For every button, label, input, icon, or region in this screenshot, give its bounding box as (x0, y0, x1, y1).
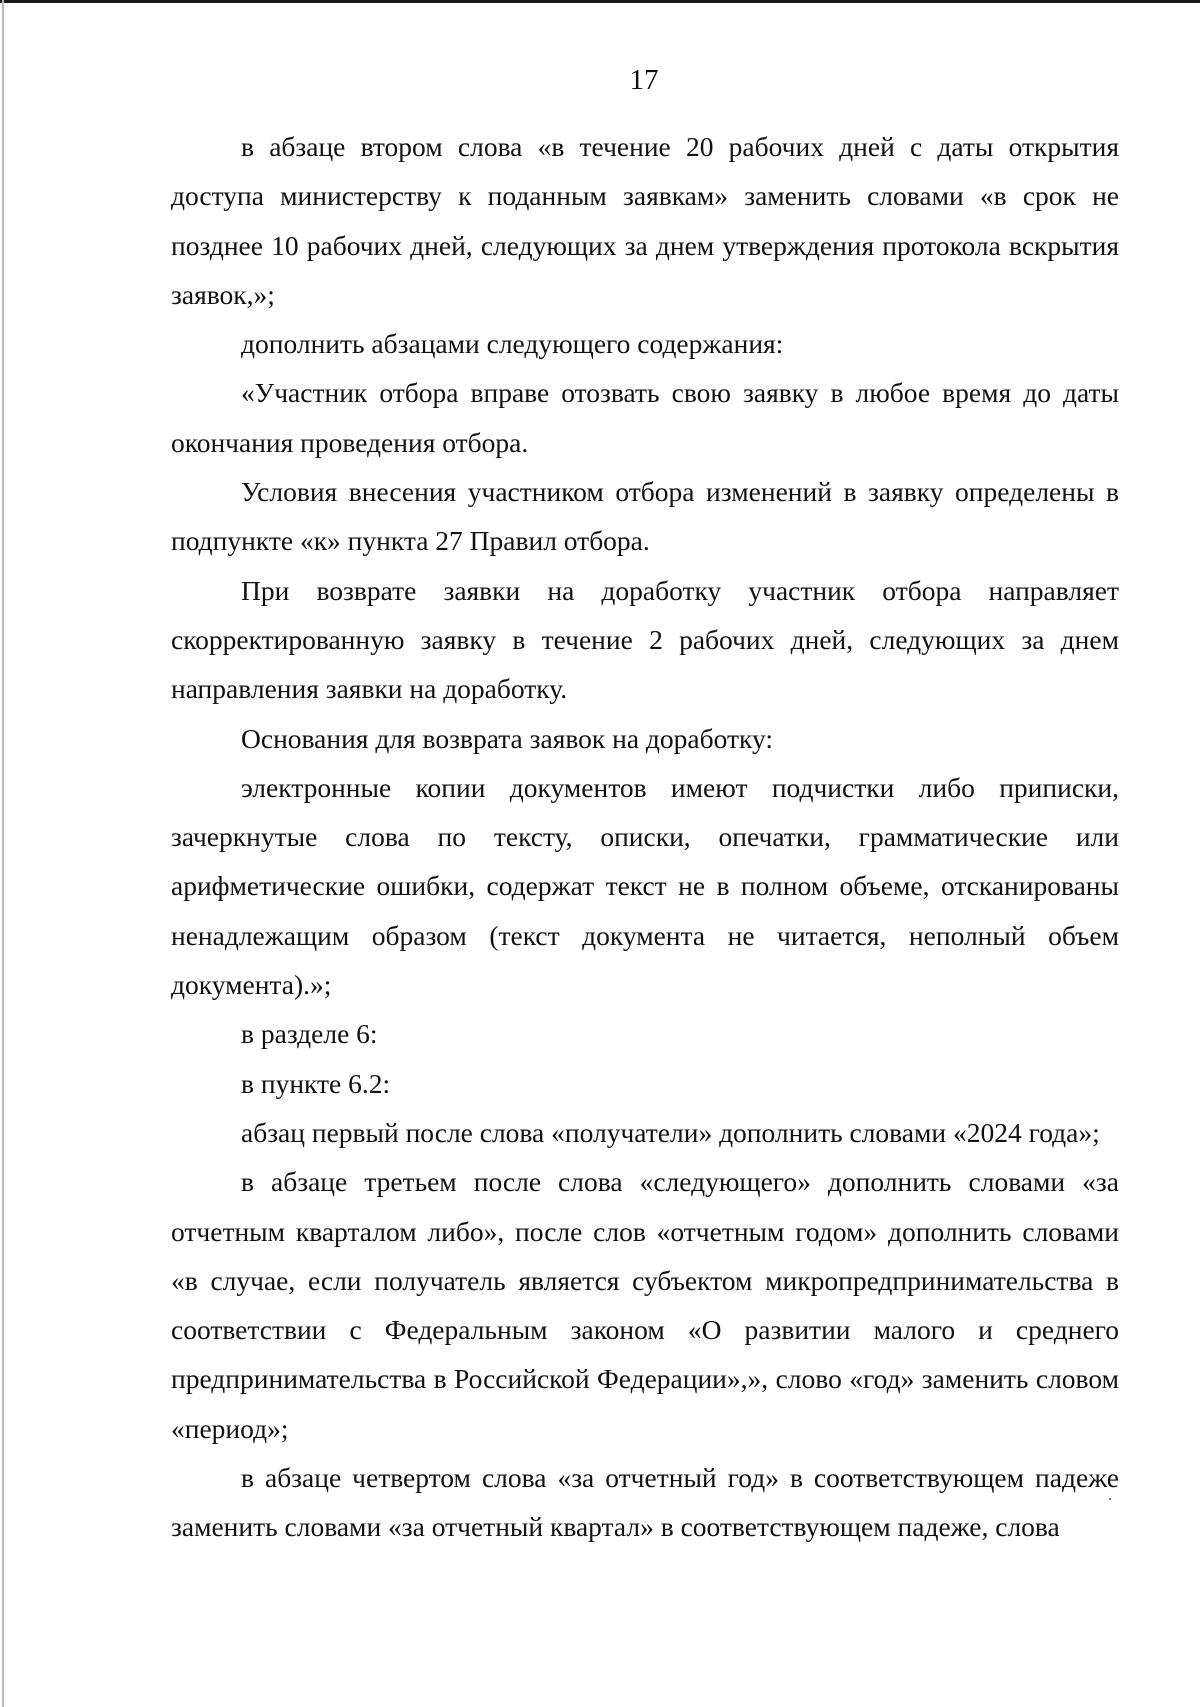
scan-top-edge (0, 0, 1200, 3)
paragraph-abzac-pervyj: абзац первый после слова «получатели» дополнить словами «2024 года»; (241, 1116, 1100, 1148)
paragraph-elektronnye-kopii: электронные копии документов имеют подчистки либо приписки, зачеркнутые слова по тексту, описки, опечатки, грамматические или арифметические ошибки, содержат текст не в полном объеме, отсканированы ненадлежащим образом (текст документа не читается, неполный объем документа).»; (171, 771, 1119, 1001)
scan-left-edge (2, 0, 4, 1707)
paragraph-abzac-chetvertyj: в абзаце четвертом слова «за отчетный год» в соответствующем падеже заменить словами «за отчетный квартал» в соответствующем падеже, слова (171, 1462, 1119, 1543)
paragraph-razdel-6: в разделе 6: (241, 1018, 378, 1050)
paragraph-abzac-tretiy: в абзаце третьем после слова «следующего» дополнить словами «за отчетным кварталом либо», после слов «отчетным годом» дополнить словами «в случае, если получатель является субъектом микропредпринимательства в соответствии с Федеральным законом «О развитии малого и среднего предпринимательства в Российской Федерации»,», слово «год» заменить словом «период»; (171, 1166, 1119, 1444)
paragraph-usloviya-vneseniya: Условия внесения участником отбора изменений в заявку определены в подпункте «к» пункта 27 Правил отбора. (171, 476, 1119, 557)
paragraph-punkt-6-2: в пункте 6.2: (241, 1067, 391, 1099)
paragraph-vozvrat-na-dorabotku: При возврате заявки на доработку участник отбора направляет скорректированную заявку в течение 2 рабочих дней, следующих за днем направления заявки на доработку. (171, 574, 1119, 705)
scan-speck (1109, 1498, 1111, 1500)
paragraph-abzac-vtorom: в абзаце втором слова «в течение 20 рабочих дней с даты открытия доступа министерству к поданным заявкам» заменить словами «в срок не позднее 10 рабочих дней, следующих за днем утверждения протокола вскрытия заявок,»; (171, 131, 1119, 310)
paragraph-osnovaniya-vozvrata: Основания для возврата заявок на доработку: (241, 722, 774, 754)
paragraph-dopolnit-abzacami: дополнить абзацами следующего содержания: (241, 328, 784, 360)
document-body (171, 122, 1119, 1552)
page-number: 17 (629, 64, 659, 96)
paragraph-otozvat-zayavku: «Участник отбора вправе отозвать свою заявку в любое время до даты окончания проведения отбора. (171, 377, 1119, 458)
